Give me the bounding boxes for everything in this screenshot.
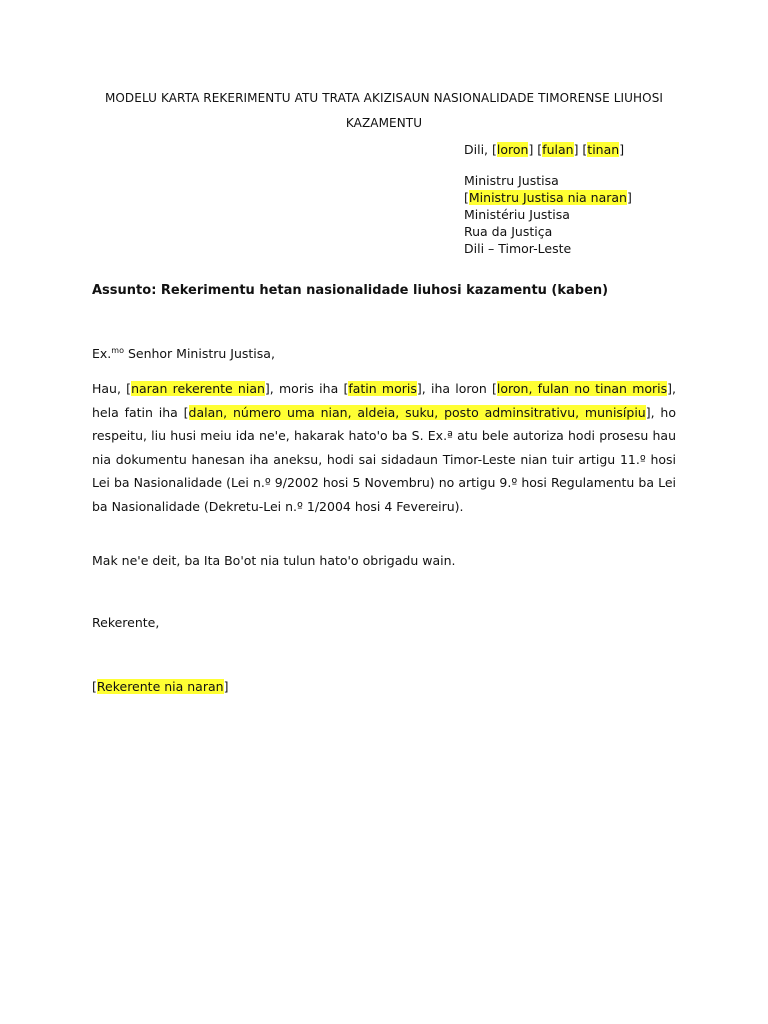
date-line [464,141,624,158]
date-year-placeholder: tinan [587,142,620,157]
body-text-5: ], ho respeitu, liu husi meiu ida ne'e, hakarak hato'o ba S. Ex.ª atu bele autoriza hodi prosesu hau nia dokumentu hanesan iha aneksu, hodi sai sidadaun Timor-Leste nian tuir artigu 11.º hosi Lei ba Nasionalidade (Lei n.º 9/2002 hosi 5 Novembru) no artigu 9.º hosi Regulamentu ba Lei ba Nasionalidade (Dekretu-Lei n.º 1/2004 hosi 4 Fevereiru). [92,404,676,514]
signature-line: [Rekerente nia naran] [92,679,229,694]
body-text-4: ], hela fatin iha [ [92,381,677,420]
birthplace-placeholder: fatin moris [348,381,417,396]
date-suffix: ] [619,142,625,157]
date-prefix: Dili, [ [464,142,497,157]
body-paragraph [92,377,676,519]
date-sep-2: ] [ [573,142,588,157]
birthdate-placeholder: loron, fulan no tinan moris [496,381,668,396]
salutation-ex: Ex. [92,346,112,361]
applicant-name-placeholder: naran rekerente nian [131,381,265,396]
subject-line: Assunto: Rekerimentu hetan nasionalidade liuhosi kazamentu (kaben) [92,283,609,298]
closing-line: Mak ne'e deit, ba Ita Bo'ot nia tulun hato'o obrigadu wain. [92,553,456,568]
address-line-1: Ministru Justisa [464,173,559,188]
residence-placeholder: dalan, número uma nian, aldeia, suku, posto adminsitrativu, munisípiu [188,404,646,420]
date-day-placeholder: loron [496,142,529,157]
address-line-3: Ministériu Justisa [464,207,570,222]
body-text-1: Hau, [ [92,381,132,396]
salutation [92,346,275,361]
minister-name-placeholder: Ministru Justisa nia naran [468,190,627,205]
body-text-2: ], moris iha [ [264,381,349,396]
address-line-4: Rua da Justiça [464,224,553,239]
salutation-rest: Senhor Ministru Justisa, [123,346,275,361]
salutation-superscript: mo [111,346,124,355]
address-line-5: Dili – Timor-Leste [464,241,572,256]
date-month-placeholder: fulan [542,142,574,157]
address-line-2: [Ministru Justisa nia naran] [464,190,632,205]
body-text-3: ], iha loron [ [416,381,497,396]
document-title: MODELU KARTA REKERIMENTU ATU TRATA AKIZISAUN NASIONALIDADE TIMORENSE LIUHOSI KAZAMENTU [104,91,664,130]
date-sep-1: ] [ [528,142,543,157]
recipient-address [464,172,632,257]
signature-name-placeholder: Rekerente nia naran [96,679,224,694]
signoff: Rekerente, [92,615,160,630]
